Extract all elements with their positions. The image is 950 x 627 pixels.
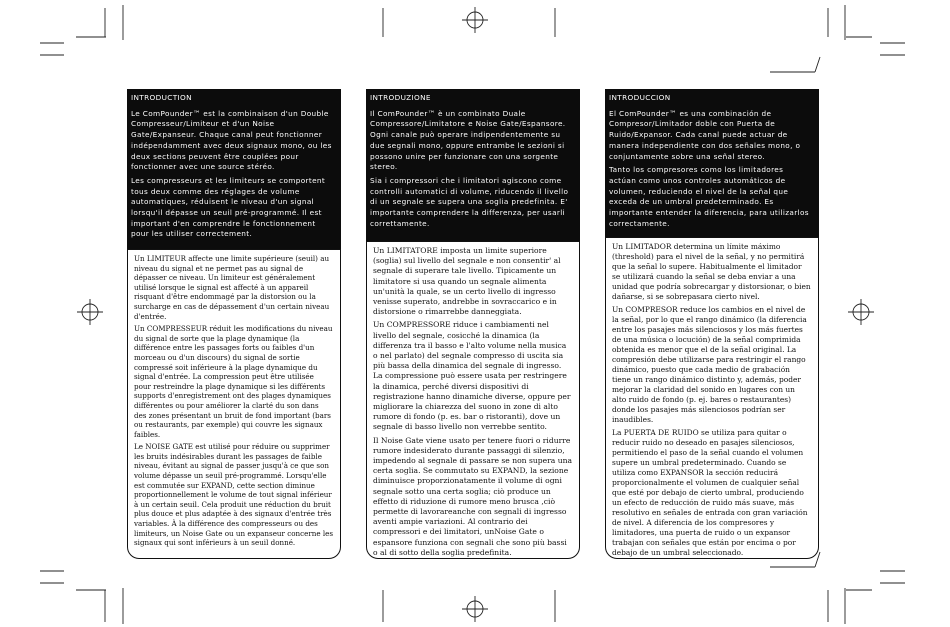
section-heading: INTRODUCTION [131,93,192,102]
body-panel-french [127,249,341,559]
intro-paragraph: Il ComPounder™ è un combinato Duale Compressore/Limitatore e Noise Gate/Espansore. Ogni canale può operare indipendentemente su due segnali mono, oppure entrambe le sezioni si possono unire per funzionare con una sorgente stereo. [370,108,566,172]
intro-paragraph: Tanto los compresores como los limitadores actúan como unos controles automáticos de volumen, reduciendo el nivel de la señal que exceda de un umbral predeterminado. Es importante entender la diferencia, para utilizarlos correctamente. [609,165,809,228]
body-paragraph: Le NOISE GATE est utilisé pour réduire ou supprimer les bruits indésirables durant les passages de faible niveau, évitant au signal de passer jusqu'à ce que son volume dépasse un seuil pré-programmé. Lorsqu'elle est commutée sur EXPAND, cette section diminue proportionnellement le volume de tout signal inférieur à un certain seuil. Cela produit une réduction du bruit plus douce et plus adaptée à des signaux d'entrée très variables. À la différence des compresseurs ou des limiteurs, un Noise Gate ou un expanseur concerne les signaux qui sont inférieurs à un seuil donné. [134,442,334,548]
intro-panel-spanish [605,89,819,237]
body-paragraph: Un LIMITEUR affecte une limite supérieure (seuil) au niveau du signal et ne permet pas au signal de dépasser ce niveau. Un limiteur est généralement utilisé lorsque le signal est affecté à un appareil risquant d'être endommagé par la distorsion ou la surcharge en cas de dépassement d'un certain niveau d'entrée. [134,254,330,321]
intro-paragraph: Les compresseurs et les limiteurs se comportent tous deux comme des réglages de volume automatiques, réduisent le niveau d'un signal lorsqu'il dépasse un seuil pré-programmé. Il est important d'en comprendre le fonctionnement pour les utiliser correctement. [131,175,326,239]
body-paragraph: Un LIMITADOR determina un límite máximo (threshold) para el nivel de la señal, y no permitirá que la señal lo supere. Habitualmente el limitador se utilizará cuando la señal se deba enviar a una unidad que podría sobrecargar y distorsionar, o bien dañarse, si se sobrepasara cierto nivel. [612,242,811,301]
body-panel-italian [366,241,580,559]
body-paragraph: La PUERTA DE RUIDO se utiliza para quitar o reducir ruido no deseado en pasajes silenciosos, permitiendo el paso de la señal cuando el volumen supere un umbral predeterminado. Cuando se utiliza como EXPANSOR la sección reducirá proporcionalmente el volumen de cualquier señal que esté por debajo de cierto umbral, produciendo un efecto de reducción de ruido más suave, más resolutivo en señales de entrada con gran variación de nivel. A diferencia de los compresores y limitadores, una puerta de ruido o un expansor trabajan con señales que están por encima o por debajo de un umbral seleccionado. [612,428,808,557]
intro-paragraph: El ComPounder™ es una combinación de Compresor/Limitador doble con Puerta de Ruido/Expansor. Cada canal puede actuar de manera independiente con dos señales mono, o conjuntamente sobre una señal stereo. [609,108,801,161]
body-paragraph: Un COMPRESSORE riduce i cambiamenti nel livello del segnale, cosicché la dinamica (la differenza tra il basso e l'alto volume nella musica o nel parlato) del segnale compresso di uscita sia più bassa della dinamica del segnale di ingresso. La compressione può essere usata per restringere la dinamica, perché diversi dispositivi di registrazione hanno dinamiche diverse, oppure per migliorare la chiarezza del suono in zone di alto rumore di fondo (p. es. bar o ristoranti), dove un segnale di basso livello non verrebbe sentito. [373,320,571,432]
body-paragraph: Un COMPRESSEUR réduit les modifications du niveau du signal de sorte que la plage dynamique (la différence entre les passages forts ou faibles d'un morceau ou d'un discours) du signal de sortie compressé soit inférieure à la plage dynamique du signal d'entrée. La compression peut être utilisée pour restreindre la plage dynamique si les différents supports d'enregistrement ont des plages dynamiques différentes ou pour améliorer la clarté du son dans des zones présentant un bruit de fond important (bars ou restaurants, par exemple) qui couvre les signaux faibles. [134,324,333,439]
intro-panel-italian [366,89,580,241]
body-panel-spanish [605,237,819,559]
intro-panel-french [127,89,341,249]
section-heading: INTRODUCCION [609,93,671,102]
intro-paragraph: Le ComPounder™ est la combinaison d'un Double Compresseur/Limiteur et d'un Noise Gate/Expanseur. Chaque canal peut fonctionner indépendamment avec deux signaux mono, ou les deux sections peuvent être couplées pour fonctionner avec une source stéréo. [131,108,332,172]
section-heading: INTRODUZIONE [370,93,431,102]
body-paragraph: Un LIMITATORE imposta un limite superiore (soglia) sul livello del segnale e non consentir' al segnale di superare tale livello. Tipicamente un limitatore si usa quando un segnale alimenta un'unità la quale, se un certo livello di ingresso venisse superato, andrebbe in sovraccarico e in distorsione o rimarrebbe danneggiata. [373,246,561,317]
body-paragraph: Il Noise Gate viene usato per tenere fuori o ridurre rumore indesiderato durante passaggi di silenzio, impedendo al segnale di passare se non supera una certa soglia. Se commutato su EXPAND, la sezione diminuisce proporzionatamente il volume di ogni segnale sotto una certa soglia; ciò produce un effetto di riduzione di rumore meno brusca ,ciò permette di lavorareanche con segnali di ingresso aventi ampie variazioni. Al contrario dei compressori e dei limitatori, unNoise Gate o espansore funziona con segnali che sono più bassi o al di sotto della soglia predefinita. [373,435,572,557]
intro-paragraph: Sia i compressori che i limitatori agiscono come controlli automatici di volume, riducendo il livello di un segnale se supera una soglia predefinita. E' importante comprendere la differenza, per usarli correttamente. [370,175,569,228]
body-paragraph: Un COMPRESOR reduce los cambios en el nivel de la señal, por lo que el rango dinámico (la diferencia entre los pasajes más silenciosos y los más fuertes de una música o locución) de la señal comprimida obtenida es menor que el de la señal original. La compresión debe utilizarse para restringir el rango dinámico, puesto que cada medio de grabación tiene un rango dinámico distinto y, además, poder mejorar la claridad del sonido en lugares con un alto ruido de fondo (p. ej. bares o restaurantes) donde los pasajes más silenciosos podrían ser inaudibles. [612,305,807,424]
